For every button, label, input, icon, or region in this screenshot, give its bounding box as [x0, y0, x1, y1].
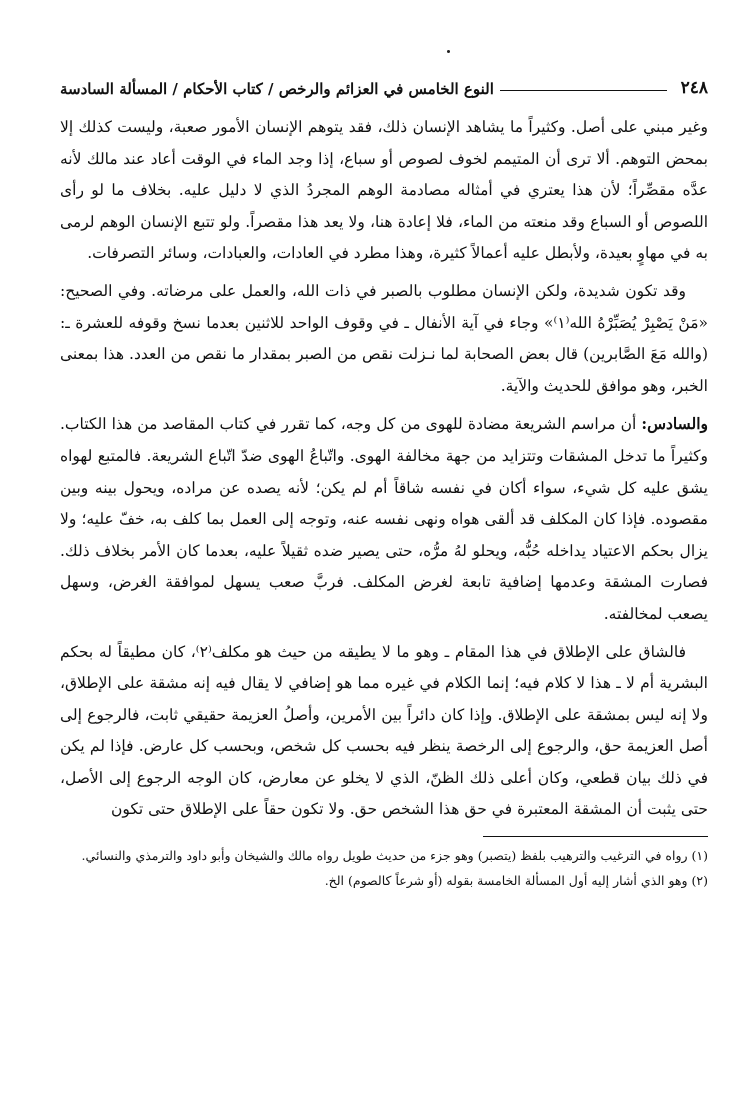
footnote-2: (٢) وهو الذي أشار إليه أول المسألة الخامسة بقوله (أو شرعاً كالصوم) الخ.	[324, 873, 708, 889]
paragraph-1: وغير مبني على أصل. وكثيراً ما يشاهد الإنسان ذلك، فقد يتوهم الإنسان الأمور صعبة، وليست كذلك إلا بمحض التوهم. ألا ترى أن المتيمم لخوف لصوص أو سباع، إذا وجد الماء في الوقت أعاد عند مالك لأنه عدَّه مقصِّراً؛ لأن هذا يعتري في أمثاله مصادمة الوهم المجردُ الذي لا دليل عليه. بخلاف ما لو رأى اللصوص أو السباع وقد منعته من الماء، فلا إعادة هنا، ولا يعد هذا مقصراً. ولو تتبع الإنسان الوهم لرمى به في مهاوٍ بعيدة، ولأبطل عليه أعمالاً كثيرة، وهذا مطرد في العادات، والعبادات، وسائر التصرفات.	[60, 118, 708, 263]
page-mark-dot	[447, 50, 450, 53]
footnote-divider	[483, 836, 708, 837]
page-number: ٢٤٨	[680, 78, 708, 98]
page-header	[60, 70, 708, 98]
paragraph-4: فالشاق على الإطلاق في هذا المقام ـ وهو ما لا يطيقه من حيث هو مكلف⁽٢⁾، كان مطيقاً له بحكم البشرية أم لا ـ هذا لا كلام فيه؛ إنما الكلام في غيره مما هو إضافي لا يقال فيه إنه مشقة على الإطلاق، ولا إنه ليس بمشقة على الإطلاق. وإذا كان دائراً بين الأمرين، وأصلُ العزيمة حقيقي ثابت، فالرجوع إلى أصل العزيمة حق، والرجوع إلى الرخصة ينظر فيه بحسب كل شخص، وبحسب كل عارض. فإذا لم يكن في ذلك بيان قطعي، وكان أعلى ذلك الظنّ، الذي لا يخلو عن معارض، كان الوجه الرجوع إلى الأصل، حتى يثبت أن المشقة المعتبرة في حق هذا الشخص حق. ولا تكون حقاً على الإطلاق حتى تكون	[60, 642, 708, 819]
footnote-1: (١) رواه في الترغيب والترهيب بلفظ (يتصبر) وهو جزء من حديث طويل رواه مالك والشيخان وأبو داود والترمذي والنسائي.	[81, 848, 708, 864]
paragraph-2: وقد تكون شديدة، ولكن الإنسان مطلوب بالصبر في ذات الله، والعمل على مرضاته. وفي الصحيح: «مَنْ يَصْبِرْ يُصَبِّرْهُ الله⁽١⁾» وجاء في آية الأنفال ـ في وقوف الواحد للاثنين بعدما نسخ وقوفه للعشرة ـ: (والله مَعَ الصَّابرين) قال بعض الصحابة لما نـزلت نقص من الصبر بمقدار ما نقص من العدد. هذا بمعنى الخبر، وهو موافق للحديث والآية.	[60, 281, 709, 395]
paragraph-lead-word: والسادس:	[641, 414, 708, 434]
paragraph-3-body: أن مراسم الشريعة مضادة للهوى من كل وجه، كما تقرر في كتاب المقاصد من هذا الكتاب. وكثيراً ما تدخل المشقات وتتزايد من جهة مخالفة الهوى. واتّباعُ الهوى ضدّ اتّباع الشريعة. فالمتبع لهواه يشق عليه كل شيء، سواء أكان في نفسه شاقاً أم لم يكن؛ لأنه يصده عن مراده، ويحول بينه وبين مقصوده. فإذا كان المكلف قد ألقى هواه ونهى نفسه عنه، وتوجه إلى العمل بما كلف به، خفّ عليه؛ ولا يزال بحكم الاعتياد يداخله حُبُّه، ويحلو لهُ مرُّه، حتى يصير ضده ثقيلاً عليه، بعدما كان الأمر بخلاف ذلك. فصارت المشقة وعدمها إضافية تابعة لغرض المكلف. فربَّ صعب يسهل لموافقة الغرض، وسهل يصعب لمخالفته.	[60, 415, 708, 623]
paragraph-3	[60, 408, 708, 630]
header-rule	[500, 90, 667, 91]
document-page	[60, 70, 708, 1070]
body-text	[60, 112, 708, 826]
footnotes	[60, 845, 708, 891]
running-title: النوع الخامس في العزائم والرخص / كتاب الأحكام / المسألة السادسة	[60, 80, 494, 98]
